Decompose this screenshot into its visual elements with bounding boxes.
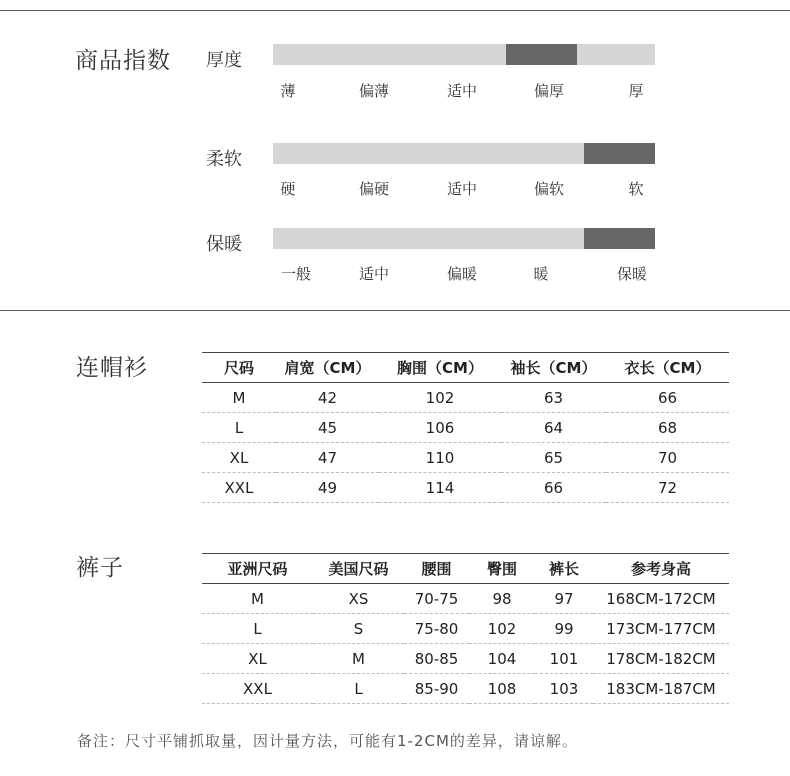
scale-label: 适中 — [446, 180, 478, 198]
table-cell: XL — [202, 644, 313, 674]
table-header-cell: 肩宽（CM） — [276, 353, 379, 383]
hoodie-title: 连帽衫 — [76, 355, 148, 381]
scale-label: 硬 — [280, 180, 296, 198]
table-cell: 101 — [535, 644, 593, 674]
scale-label: 厚 — [628, 82, 644, 100]
scale-label: 偏厚 — [533, 82, 565, 100]
table-cell: 70-75 — [404, 584, 469, 614]
table-cell: 63 — [501, 383, 606, 413]
scale-label: 薄 — [280, 82, 296, 100]
table-cell: M — [202, 383, 276, 413]
scale-label: 偏软 — [533, 180, 565, 198]
table-header-cell: 美国尺码 — [313, 554, 404, 584]
section-divider — [0, 310, 790, 311]
table-cell: L — [202, 614, 313, 644]
table-cell: 65 — [501, 443, 606, 473]
product-index-title: 商品指数 — [75, 48, 171, 74]
table-cell: 108 — [469, 674, 535, 704]
table-cell: 66 — [501, 473, 606, 503]
table-cell: L — [202, 413, 276, 443]
table-cell: M — [202, 584, 313, 614]
table-header-cell: 参考身高 — [593, 554, 729, 584]
table-cell: 70 — [606, 443, 729, 473]
table-row — [202, 413, 729, 443]
hoodie-size-table — [202, 352, 729, 503]
table-cell: 102 — [379, 383, 501, 413]
table-row — [202, 473, 729, 503]
table-cell: 102 — [469, 614, 535, 644]
table-header-cell: 胸围（CM） — [379, 353, 501, 383]
pants-size-table — [202, 553, 729, 704]
table-cell: 72 — [606, 473, 729, 503]
pants-title: 裤子 — [76, 555, 124, 581]
table-cell: 98 — [469, 584, 535, 614]
table-header-cell: 尺码 — [202, 353, 276, 383]
scale-label: 保暖 — [616, 265, 648, 283]
table-header-cell: 裤长 — [535, 554, 593, 584]
index-bar-fill-softness — [584, 143, 655, 164]
index-label-thickness: 厚度 — [206, 50, 242, 71]
table-header-cell: 袖长（CM） — [501, 353, 606, 383]
scale-label: 偏薄 — [358, 82, 390, 100]
table-header-row — [202, 353, 729, 383]
index-label-softness: 柔软 — [206, 149, 242, 170]
table-cell: 173CM-177CM — [593, 614, 729, 644]
index-label-warmth: 保暖 — [206, 234, 242, 255]
table-cell: 114 — [379, 473, 501, 503]
table-cell: 47 — [276, 443, 379, 473]
table-cell: 80-85 — [404, 644, 469, 674]
table-row — [202, 614, 729, 644]
scale-label: 偏暖 — [446, 265, 478, 283]
table-cell: 64 — [501, 413, 606, 443]
table-cell: 99 — [535, 614, 593, 644]
index-scale-warmth — [273, 263, 655, 283]
index-scale-softness — [273, 178, 655, 198]
table-cell: L — [313, 674, 404, 704]
scale-label: 适中 — [358, 265, 390, 283]
table-cell: 104 — [469, 644, 535, 674]
table-cell: 42 — [276, 383, 379, 413]
table-cell: M — [313, 644, 404, 674]
scale-label: 适中 — [446, 82, 478, 100]
table-cell: 45 — [276, 413, 379, 443]
table-cell: 66 — [606, 383, 729, 413]
table-cell: 110 — [379, 443, 501, 473]
table-cell: XXL — [202, 473, 276, 503]
table-cell: 106 — [379, 413, 501, 443]
table-header-cell: 臀围 — [469, 554, 535, 584]
table-cell: 103 — [535, 674, 593, 704]
table-header-cell: 衣长（CM） — [606, 353, 729, 383]
table-cell: 49 — [276, 473, 379, 503]
scale-label: 暖 — [533, 265, 549, 283]
table-header-cell: 亚洲尺码 — [202, 554, 313, 584]
table-cell: 183CM-187CM — [593, 674, 729, 704]
table-row — [202, 674, 729, 704]
index-bar-softness — [273, 143, 655, 164]
scale-label: 一般 — [280, 265, 312, 283]
table-cell: XL — [202, 443, 276, 473]
table-cell: 75-80 — [404, 614, 469, 644]
table-header-cell: 腰围 — [404, 554, 469, 584]
table-cell: 85-90 — [404, 674, 469, 704]
table-cell: XXL — [202, 674, 313, 704]
table-cell: S — [313, 614, 404, 644]
index-bar-warmth — [273, 228, 655, 249]
table-row — [202, 584, 729, 614]
table-cell: XS — [313, 584, 404, 614]
index-bar-thickness — [273, 44, 655, 65]
table-cell: 168CM-172CM — [593, 584, 729, 614]
table-row — [202, 383, 729, 413]
index-bar-fill-warmth — [584, 228, 655, 249]
table-cell: 97 — [535, 584, 593, 614]
table-row — [202, 644, 729, 674]
table-header-row — [202, 554, 729, 584]
table-cell: 68 — [606, 413, 729, 443]
table-row — [202, 443, 729, 473]
table-cell: 178CM-182CM — [593, 644, 729, 674]
index-bar-fill-thickness — [506, 44, 577, 65]
index-scale-thickness — [273, 80, 655, 100]
scale-label: 偏硬 — [358, 180, 390, 198]
scale-label: 软 — [628, 180, 644, 198]
top-divider — [0, 10, 790, 11]
size-note: 备注：尺寸平铺抓取量，因计量方法，可能有1-2CM的差异，请谅解。 — [77, 732, 578, 750]
